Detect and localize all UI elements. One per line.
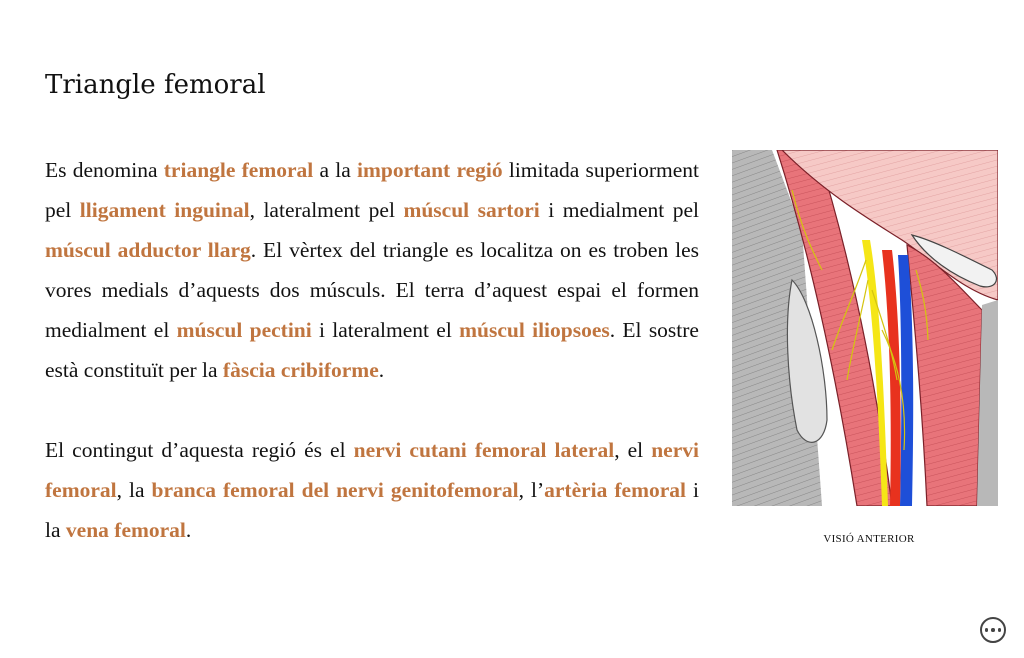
term-link[interactable]: artèria femoral xyxy=(544,478,687,502)
term-link[interactable]: fàscia cribiforme xyxy=(222,358,379,382)
term-link[interactable]: nervi cutani femoral lateral xyxy=(353,438,615,462)
body-text: Es denomina xyxy=(45,158,164,182)
figure-caption: VISIÓ ANTERIOR xyxy=(823,533,915,545)
femoral-triangle-drawing xyxy=(732,150,998,506)
anatomy-illustration xyxy=(732,150,998,506)
term-link[interactable]: múscul sartori xyxy=(403,198,540,222)
term-link[interactable]: vena femoral xyxy=(65,518,186,542)
body-text: , la xyxy=(116,478,152,502)
term-link[interactable]: múscul iliopsoes xyxy=(459,318,610,342)
term-link[interactable]: branca femoral del nervi genitofemoral xyxy=(151,478,519,502)
term-link[interactable]: múscul adductor llarg xyxy=(45,238,251,262)
body-text: El contingut d’aquesta regió és el xyxy=(45,438,354,462)
body-text: a la xyxy=(313,158,358,182)
body-text: , el xyxy=(614,438,652,462)
more-options-icon[interactable] xyxy=(980,617,1006,643)
page-title: Triangle femoral xyxy=(45,70,266,100)
body-text: . El vèrtex del triangle es localitza on es troben les vores medials d’aquests dos músculs. El terra d’aquest espai el formen medialment el xyxy=(45,238,699,342)
term-link[interactable]: triangle femoral xyxy=(163,158,314,182)
term-link[interactable]: múscul pectini xyxy=(176,318,312,342)
body-text: i lateralment el xyxy=(311,318,460,342)
body-text: , lateralment pel xyxy=(249,198,404,222)
term-link[interactable]: lligament inguinal xyxy=(79,198,250,222)
body-text: , l’ xyxy=(518,478,545,502)
paragraph-contents xyxy=(45,430,699,550)
body-text: . xyxy=(185,518,192,542)
paragraph-boundaries xyxy=(45,150,699,390)
content-text xyxy=(45,150,699,590)
body-text: limitada superiorment pel xyxy=(45,158,699,222)
body-text: i la xyxy=(45,478,699,542)
term-link[interactable]: important regió xyxy=(357,158,503,182)
body-text: i medialment pel xyxy=(539,198,699,222)
term-link[interactable]: nervi femoral xyxy=(45,438,699,502)
body-text: . El sostre està constituït per la xyxy=(45,318,699,382)
body-text: . xyxy=(378,358,385,382)
